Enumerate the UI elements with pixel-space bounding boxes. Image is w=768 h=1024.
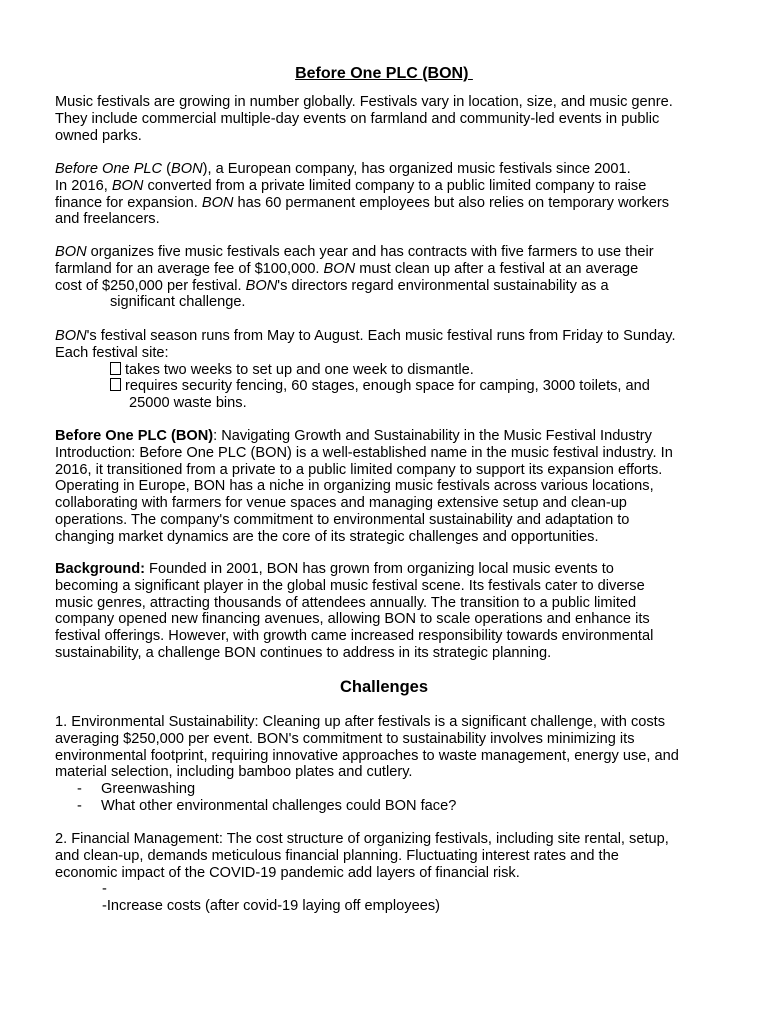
bon-italic: BON (55, 328, 87, 344)
text-line: environmental footprint, requiring innovative approaches to waste management, energy use, and (55, 747, 679, 764)
text-run: organizes five music festivals each year and has contracts with five farmers to use their (86, 244, 654, 260)
text-run: : Navigating Growth and Sustainability in the Music Festival Industry (213, 428, 652, 444)
bon-italic: BON (55, 244, 87, 260)
paragraph-company (55, 161, 725, 228)
text-line (55, 261, 725, 278)
text-line (55, 161, 725, 178)
text-line: averaging $250,000 per event. BON's commitment to sustainability involves minimizing its (55, 730, 635, 747)
dash-item (55, 781, 725, 798)
text-line (55, 195, 725, 212)
text-line: music genres, attracting thousands of attendees annually. The transition to a public limited (55, 594, 637, 611)
text-line: festival offerings. However, with growth came increased responsibility towards environmental (55, 628, 654, 645)
text-line: operations. The company's commitment to environmental sustainability and adaptation to (55, 511, 630, 528)
text-run: has 60 permanent employees but also relies on temporary workers (233, 194, 670, 211)
bon-italic: BON (201, 194, 234, 211)
text-line: Each festival site: (55, 344, 169, 361)
text-line (55, 428, 725, 445)
bold-background-label: Background: (55, 561, 145, 577)
text-line: Introduction: Before One PLC (BON) is a well-established name in the music festival industry. In (55, 444, 673, 461)
text-line: and freelancers. (55, 211, 160, 228)
text-line (55, 244, 725, 261)
dash-text: What other environmental challenges could BON face? (101, 797, 457, 814)
text-line: economic impact of the COVID-19 pandemic add layers of financial risk. (55, 864, 520, 881)
text-line: significant challenge. (110, 294, 246, 311)
text-line: They include commercial multiple-day events on farmland and community-led events in public (55, 110, 660, 127)
text-line: sustainability, a challenge BON continues to address in its strategic planning. (55, 644, 552, 661)
company-name-italic: Before One PLC (55, 161, 163, 177)
text-line: and clean-up, demands meticulous financial planning. Fluctuating interest rates and the (55, 847, 619, 864)
bon-italic: BON (171, 161, 203, 177)
paragraph-season (55, 328, 725, 412)
text-run: 's directors regard environmental sustainability as a (277, 277, 609, 294)
bullet-item (55, 362, 725, 379)
paragraph-intro (55, 94, 725, 144)
text-line: Music festivals are growing in number globally. Festivals vary in location, size, and music genre. (55, 94, 673, 110)
text-run: farmland for an average fee of $100,000. (55, 260, 324, 277)
paragraph-festivals (55, 244, 725, 311)
bold-company-name: Before One PLC (BON) (55, 428, 214, 444)
text-line: changing market dynamics are the core of its strategic challenges and opportunities. (55, 528, 599, 545)
text-line: 2016, it transitioned from a private to a public limited company to support its expansion efforts. (55, 461, 663, 478)
text-line (55, 328, 725, 345)
dash-item-empty: - (102, 881, 107, 898)
text-line: owned parks. (55, 127, 142, 144)
bullet-text: takes two weeks to set up and one week to dismantle. (125, 361, 474, 378)
challenge-environmental (55, 714, 725, 815)
bon-italic: BON (323, 260, 356, 277)
text-line: becoming a significant player in the global music festival scene. Its festivals cater to diverse (55, 577, 645, 594)
text-run: 's festival season runs from May to August. Each music festival runs from Friday to Sunday. (86, 328, 676, 344)
text-run: finance for expansion. (55, 194, 202, 211)
text-line (55, 278, 725, 295)
bullet-continuation: 25000 waste bins. (129, 395, 247, 412)
text-line (55, 178, 725, 195)
text-run: Founded in 2001, BON has grown from organizing local music events to (145, 561, 614, 577)
text-run: ( (162, 161, 172, 177)
dash-item: -Increase costs (after covid-19 laying off employees) (102, 898, 440, 915)
text-line (55, 561, 725, 578)
bon-italic: BON (245, 277, 278, 294)
bullet-box-icon (110, 378, 121, 391)
dash-item (55, 798, 725, 815)
text-run: must clean up after a festival at an average (355, 260, 639, 277)
bon-italic: BON (111, 177, 144, 194)
challenge-financial (55, 831, 725, 915)
paragraph-background (55, 561, 725, 662)
text-run: In 2016, (55, 177, 112, 194)
dash-text: Greenwashing (101, 781, 196, 798)
text-line: 2. Financial Management: The cost structure of organizing festivals, including site rental, setup, (55, 831, 669, 847)
bullet-box-icon (110, 362, 121, 375)
text-run: ), a European company, has organized music festivals since 2001. (202, 161, 631, 177)
dash-marker: - (77, 781, 82, 798)
text-run: converted from a private limited company to a public limited company to raise (143, 177, 647, 194)
text-line: 1. Environmental Sustainability: Cleaning up after festivals is a significant challenge, with costs (55, 714, 666, 730)
paragraph-overview (55, 428, 725, 546)
bullet-item (55, 378, 725, 395)
text-line: collaborating with farmers for venue spaces and managing extensive setup and clean-up (55, 495, 627, 512)
document-title: Before One PLC (BON) (295, 65, 473, 82)
text-line: Operating in Europe, BON has a niche in organizing music festivals across various locations, (55, 478, 654, 495)
bullet-text: requires security fencing, 60 stages, enough space for camping, 3000 toilets, and (125, 378, 650, 395)
text-line: material selection, including bamboo plates and cutlery. (55, 764, 413, 781)
text-run: cost of $250,000 per festival. (55, 277, 246, 294)
dash-marker: - (77, 797, 82, 814)
text-line: company opened new financing avenues, allowing BON to scale operations and enhance its (55, 611, 650, 628)
section-heading: Challenges (339, 678, 429, 696)
